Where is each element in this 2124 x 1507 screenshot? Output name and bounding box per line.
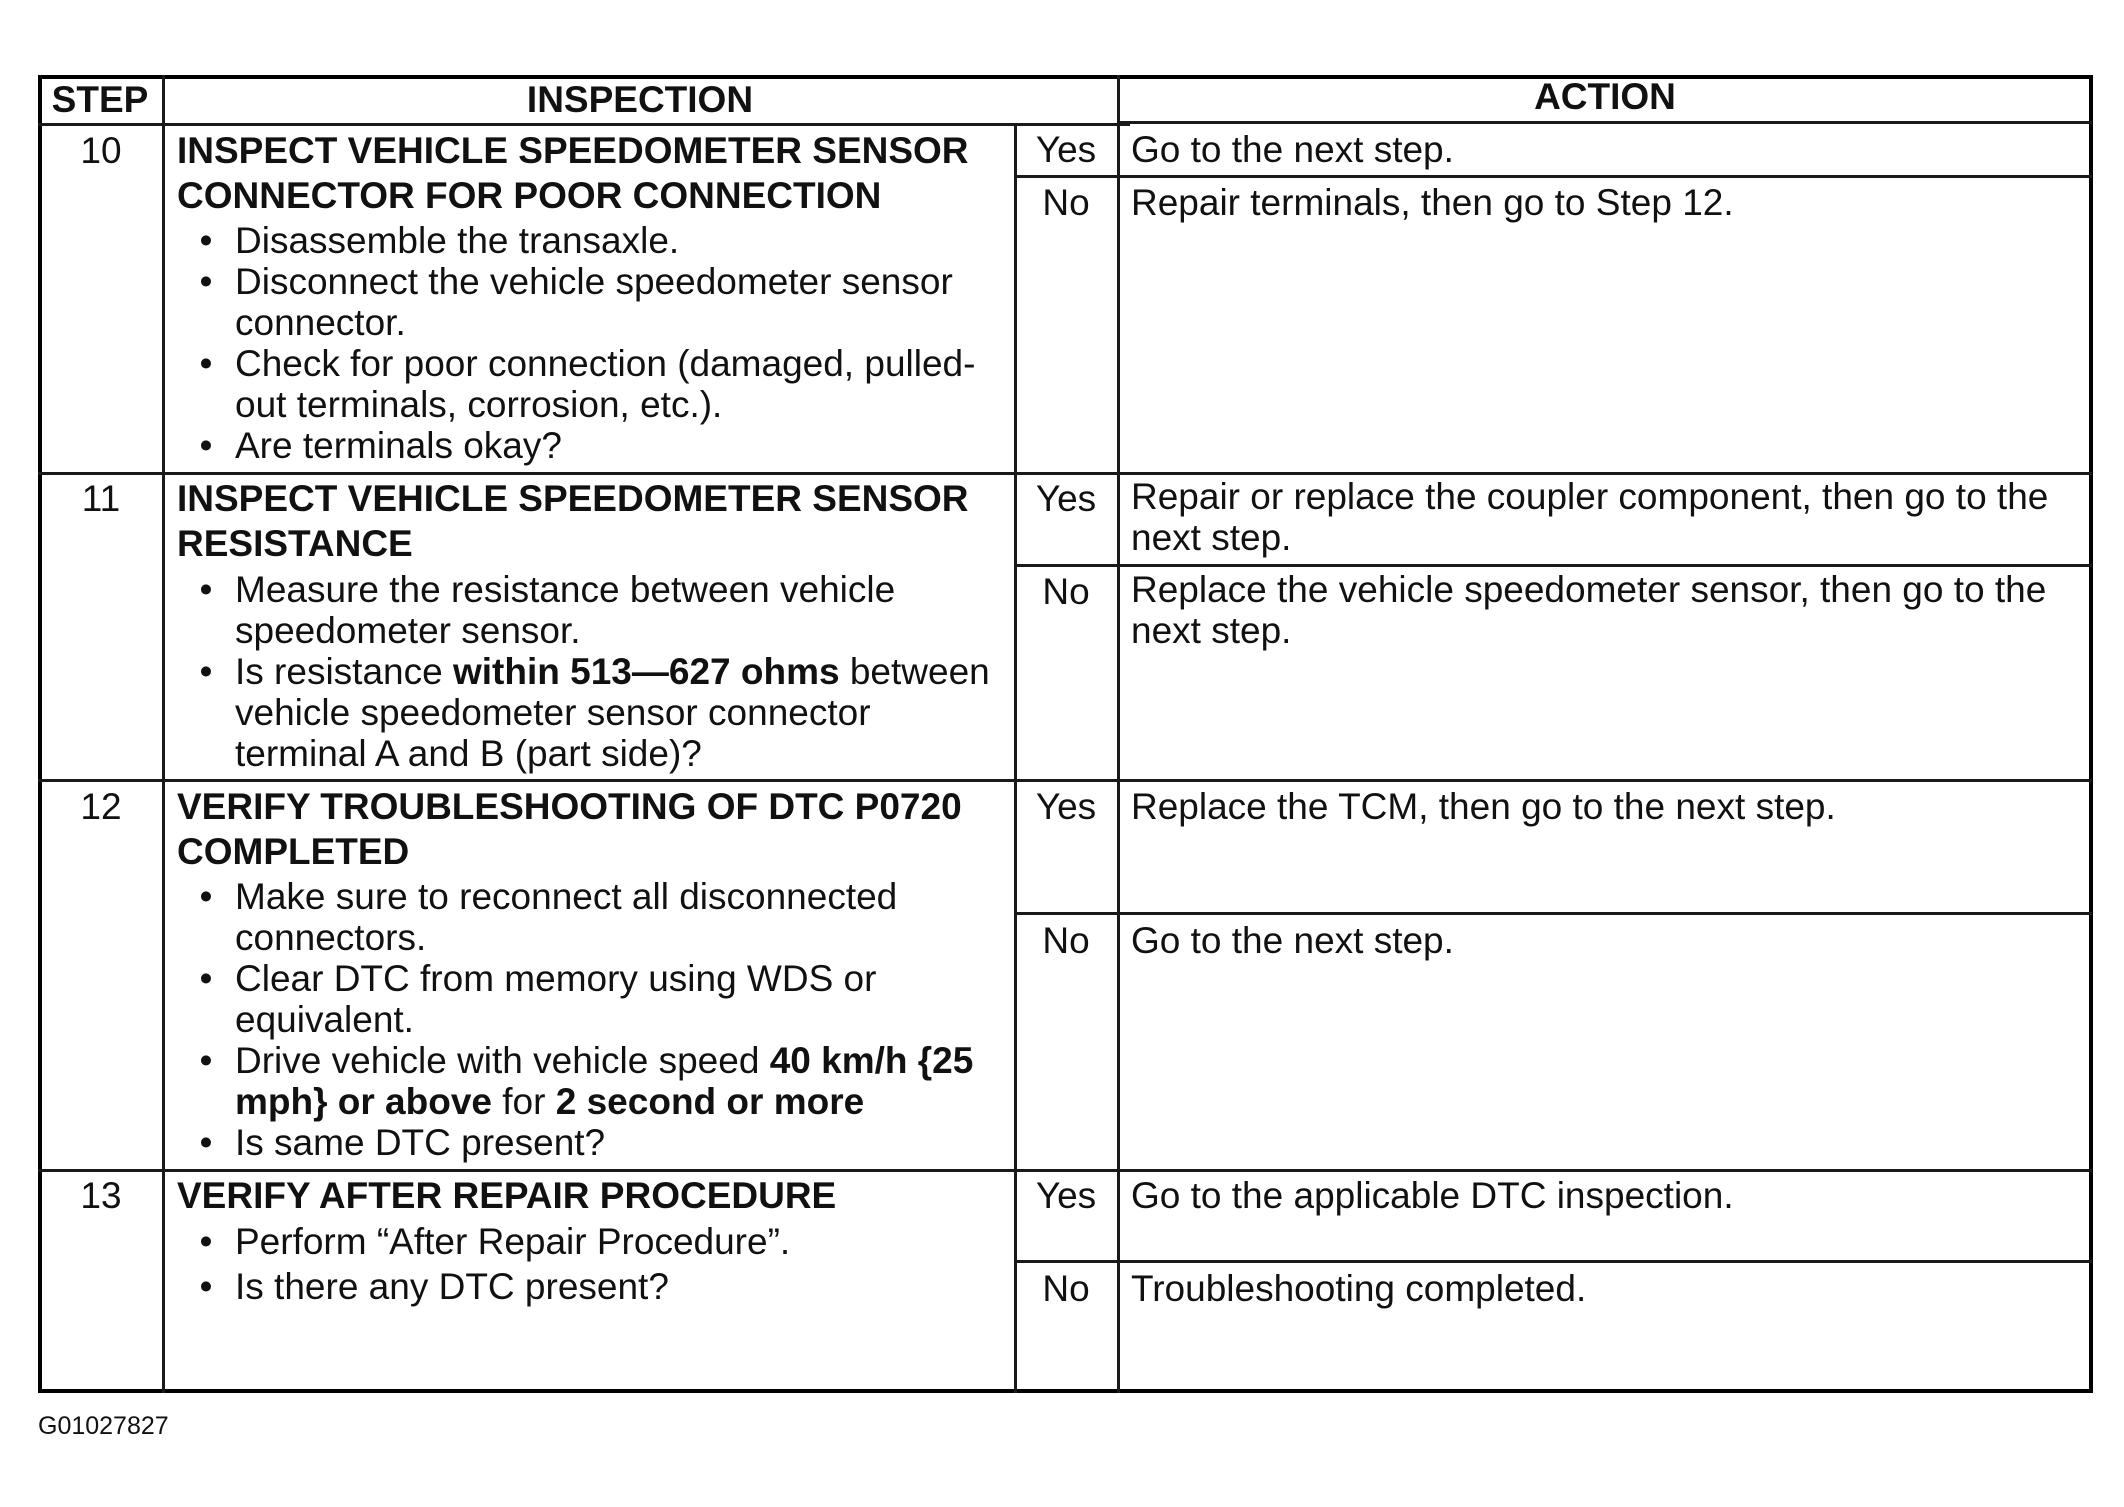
yes-label: Yes <box>1035 786 1097 827</box>
bullet-dot: • <box>199 261 213 302</box>
bullet-text: Measure the resistance between vehicle <box>235 569 896 610</box>
bullet-text: connector. <box>235 302 406 343</box>
yesno-divider-13 <box>1014 1260 2092 1263</box>
bullet-dot: • <box>199 220 213 261</box>
step-number: 11 <box>81 478 121 519</box>
yes-action: Go to the next step. <box>1131 129 1454 170</box>
header-inspection: INSPECTION <box>526 79 754 120</box>
bullet-text-part: Drive vehicle with vehicle speed <box>235 1040 770 1081</box>
duration-spec: 2 second or more <box>555 1081 865 1122</box>
table-border-right <box>2089 75 2093 1393</box>
bullet-dot: • <box>199 876 213 917</box>
inspection-title: RESISTANCE <box>177 523 413 564</box>
yes-action: next step. <box>1131 517 1292 558</box>
bullet-text: Perform “After Repair Procedure”. <box>235 1221 791 1262</box>
bullet-dot: • <box>199 343 213 384</box>
speed-spec: 40 km/h {25 <box>769 1040 974 1081</box>
step-number: 13 <box>80 1175 122 1216</box>
inspection-title: COMPLETED <box>177 831 410 872</box>
bullet-text: Is same DTC present? <box>235 1122 606 1163</box>
inspection-title: VERIFY TROUBLESHOOTING OF DTC P0720 <box>177 786 962 827</box>
yes-label: Yes <box>1035 1175 1097 1216</box>
yes-label: Yes <box>1035 129 1097 170</box>
bullet-text-part: for <box>492 1081 556 1122</box>
bullet-text: terminal A and B (part side)? <box>235 733 702 774</box>
inspection-title: INSPECT VEHICLE SPEEDOMETER SENSOR <box>177 478 969 519</box>
step-number: 10 <box>80 130 122 171</box>
bullet-dot: • <box>199 958 213 999</box>
yesno-divider-10 <box>1014 175 2092 178</box>
yes-label: Yes <box>1035 478 1097 519</box>
no-action: next step. <box>1131 610 1292 651</box>
bullet-text: Disconnect the vehicle speedometer sensor <box>235 261 953 302</box>
bullet-text-part: Is resistance <box>235 651 453 692</box>
no-action: Go to the next step. <box>1131 920 1454 961</box>
inspection-title: INSPECT VEHICLE SPEEDOMETER SENSOR <box>177 130 969 171</box>
no-label: No <box>1042 920 1090 961</box>
no-label: No <box>1042 1268 1090 1309</box>
header-action: ACTION <box>1534 76 1676 117</box>
row-divider-11-12 <box>38 779 2092 782</box>
bullet-text <box>235 1040 973 1081</box>
header-divider <box>38 123 1130 126</box>
bullet-text: Are terminals okay? <box>235 425 562 466</box>
bullet-dot: • <box>199 1040 213 1081</box>
yes-action: Replace the TCM, then go to the next step. <box>1131 786 1836 827</box>
no-label: No <box>1042 182 1090 223</box>
bullet-text-part: between <box>839 651 990 692</box>
bullet-text: speedometer sensor. <box>235 610 581 651</box>
resistance-spec: within 513—627 ohms <box>452 651 840 692</box>
bullet-text <box>235 651 990 692</box>
no-action: Replace the vehicle speedometer sensor, then go to the <box>1131 569 2047 610</box>
no-action: Repair terminals, then go to Step 12. <box>1131 182 1734 223</box>
bullet-dot: • <box>199 1122 213 1163</box>
bullet-dot: • <box>199 1221 213 1262</box>
inspection-title: VERIFY AFTER REPAIR PROCEDURE <box>177 1175 837 1216</box>
speed-spec: mph} or above <box>235 1081 492 1122</box>
bullet-text: Check for poor connection (damaged, pulled- <box>235 343 976 384</box>
bullet-text: connectors. <box>235 917 427 958</box>
no-action: Troubleshooting completed. <box>1131 1268 1587 1309</box>
bullet-text <box>235 1081 864 1122</box>
yesno-divider-12 <box>1014 912 2092 915</box>
bullet-dot: • <box>199 651 213 692</box>
inspection-title: CONNECTOR FOR POOR CONNECTION <box>177 175 882 216</box>
step-number: 12 <box>80 786 122 827</box>
bullet-text: Disassemble the transaxle. <box>235 220 680 261</box>
yes-action: Repair or replace the coupler component, then go to the <box>1131 476 2049 517</box>
yes-action: Go to the applicable DTC inspection. <box>1131 1175 1734 1216</box>
bullet-text: Is there any DTC present? <box>235 1266 669 1307</box>
figure-id: G01027827 <box>38 1412 169 1440</box>
bullet-dot: • <box>199 1266 213 1307</box>
header-divider-action <box>1117 121 2092 124</box>
row-divider-12-13 <box>38 1169 2092 1172</box>
bullet-dot: • <box>199 569 213 610</box>
bullet-text: equivalent. <box>235 999 414 1040</box>
bullet-text: out terminals, corrosion, etc.). <box>235 384 723 425</box>
bullet-dot: • <box>199 425 213 466</box>
bullet-text: vehicle speedometer sensor connector <box>235 692 871 733</box>
bullet-text: Make sure to reconnect all disconnected <box>235 876 898 917</box>
table-border-bottom <box>38 1389 2092 1393</box>
yesno-divider-11 <box>1014 564 2092 567</box>
bullet-text: Clear DTC from memory using WDS or <box>235 958 877 999</box>
header-step: STEP <box>51 79 149 120</box>
row-divider-10-11 <box>38 472 2092 475</box>
no-label: No <box>1042 571 1090 612</box>
